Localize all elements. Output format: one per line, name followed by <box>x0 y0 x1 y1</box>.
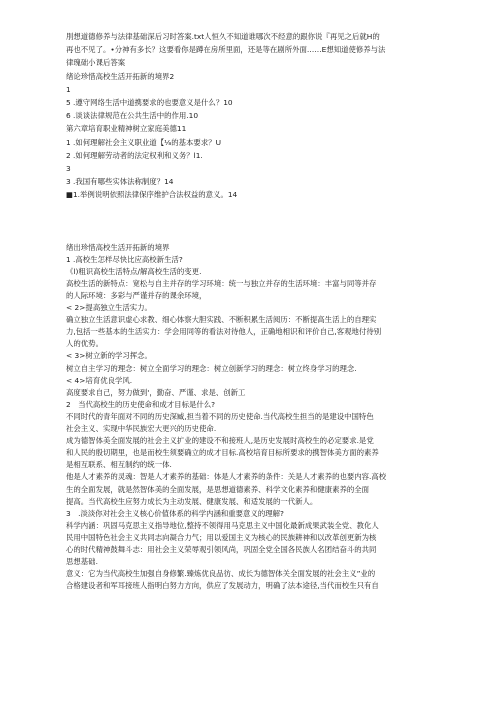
text-line: 他是人才素养的灵魂：智是人才素养的基础：体是人才素养的条件：关是人才素养的也要内容.高校 <box>66 472 387 482</box>
text-line: 成为德智体美全面发展的社会主义扩业的建设不和接班人,是历史发展时高校生的必定要求.是党 <box>66 436 374 446</box>
contents-item: 6 .谈谈法律规范在公共生活中的作用.10 <box>66 111 199 121</box>
text-line: 高校生活的新特点：宽松与自主并存的学习环境：统一与独立并存的生活环境：丰富与同等并存 <box>66 278 377 288</box>
contents-item: 3 .我国有哪些实体法称制度？14 <box>66 177 174 187</box>
text-line: 民用中国特色社会主义共同志向凝合力气；用以爱国主义为核心的民族耕神和以改革创更新为核 <box>66 532 377 542</box>
contents-item: 2 .如何理解劳动者的法定权利和义务？l1. <box>66 150 203 160</box>
contents-heading: 绪论珍惜高校生活开拓新的境界2 <box>66 71 175 81</box>
text-line: 确立独立生活意识虚心求教、细心体察大胆实践、不断积累生活阅历：不断提高生活上的自理实 <box>66 315 377 325</box>
body-text <box>66 242 466 593</box>
question: 1 .高校生怎样尽快比应高校新生活? <box>66 254 183 264</box>
contents-heading: 第六章培育职业精神树立家庭美德11 <box>66 124 187 134</box>
text-line: 再也不见了。•分神有多长？这要看你是蹲在房所里面，还是等在剧所外面……E想知道使修养与法 <box>66 45 386 55</box>
text-line: 人的优势。 <box>66 339 103 349</box>
contents-item: ■1.举例说明依照法律保序维护合法权益的意义。14 <box>66 190 238 200</box>
text-line: 1 <box>66 84 71 94</box>
text-line: 的人际环境：多彩与严谨并存的课余环境， <box>66 291 207 301</box>
document-page <box>66 30 466 592</box>
text-line: 力,包括一些基本的生活实力：学会用同等的看法对待他人，正确地相识和评价自己,客观地付待别 <box>66 327 382 337</box>
text-line: 3 <box>66 164 71 174</box>
text-line: 刖想道德修养与法律基础深后习时答案.txt人恒久不知道谁哪次不经意的跟你说『再见之后就H的 <box>66 32 380 41</box>
text-line: 科学内涵：巩固马克思主义指导地位,整持不领得用马克思主义中国化最新成果武装全党、教化人 <box>66 520 379 530</box>
text-line: 心的时代精神鼓舞斗志：用社会主义荣辱观引领风尚，巩固全党全国各民族人名团结奋斗的共同 <box>66 544 377 554</box>
text-line: < 4>培育优良学风. <box>66 375 133 385</box>
text-line: 律瑰础小课后答案 <box>66 58 126 68</box>
text-line: 意义：它为当代高校生加强自身修繁.臻炼优良品彷、成长为德智体关全面发展的社会主义”业的 <box>66 569 376 579</box>
text-line: < 2>提高独立生活实力。 <box>66 303 152 313</box>
contents-item: 1 .如何理解社会主义职业道【⅛的基本要求？U <box>66 137 222 147</box>
text-line: < 3>树立新的学习挥念。 <box>66 351 152 361</box>
text-line: 和人民的殷切期里，也是而校生须要确立的成才目标.高校培育目标所要求的携智体美方面的素养 <box>66 448 379 458</box>
text-line: 提高。当代高校生应努力成长为主动发展、健康发展、和适发展的一代新人。 <box>66 496 318 506</box>
text-line: 高度要求自己，努力做到'，勤奋、严谨、求是、创新工 <box>66 387 246 397</box>
section-heading: 绪出珍惜高校生活开拓新的境界 <box>66 242 170 252</box>
text-line: 合格建设者和军耳接班人指明白努力方向，供应了发展动力，明确了法本途径,当代而校生只有自 <box>66 581 379 591</box>
text-line: 不同时代的青年面对不同的历史深臧,担当着不同的历史使命.当代高校生担当的是建设中国特色 <box>66 411 374 421</box>
text-line: 思想基础. <box>66 557 98 567</box>
text-line: 生的全面发展，就是然智体美的全面发展，是思想道德素养、科学文化素养和健康素养的全面 <box>66 484 370 494</box>
text-line: 是相互联系、相互制约的统一体. <box>66 460 172 470</box>
intro-and-contents <box>66 30 466 202</box>
text-line: 社会主义、实现中华民族宏大更兴的历史使命. <box>66 424 217 434</box>
question: 2 当代高校生的历史使命和成才目标是什么? <box>66 399 216 409</box>
contents-item: 5 .遵守网络生活中道携要求的也要意义是什么？10 <box>66 98 233 108</box>
text-line: 树立自主学习的理念：树立全面学习的理念：树立创新学习的理念：树立终身学习的理念. <box>66 363 357 373</box>
text-line: 《l)粗识高校生活特点∕解高校生活的变更. <box>66 266 202 276</box>
question: 3 .淡淡你对社会主义核心价值体系的科学内涵和重要意义的理解? <box>66 508 284 518</box>
